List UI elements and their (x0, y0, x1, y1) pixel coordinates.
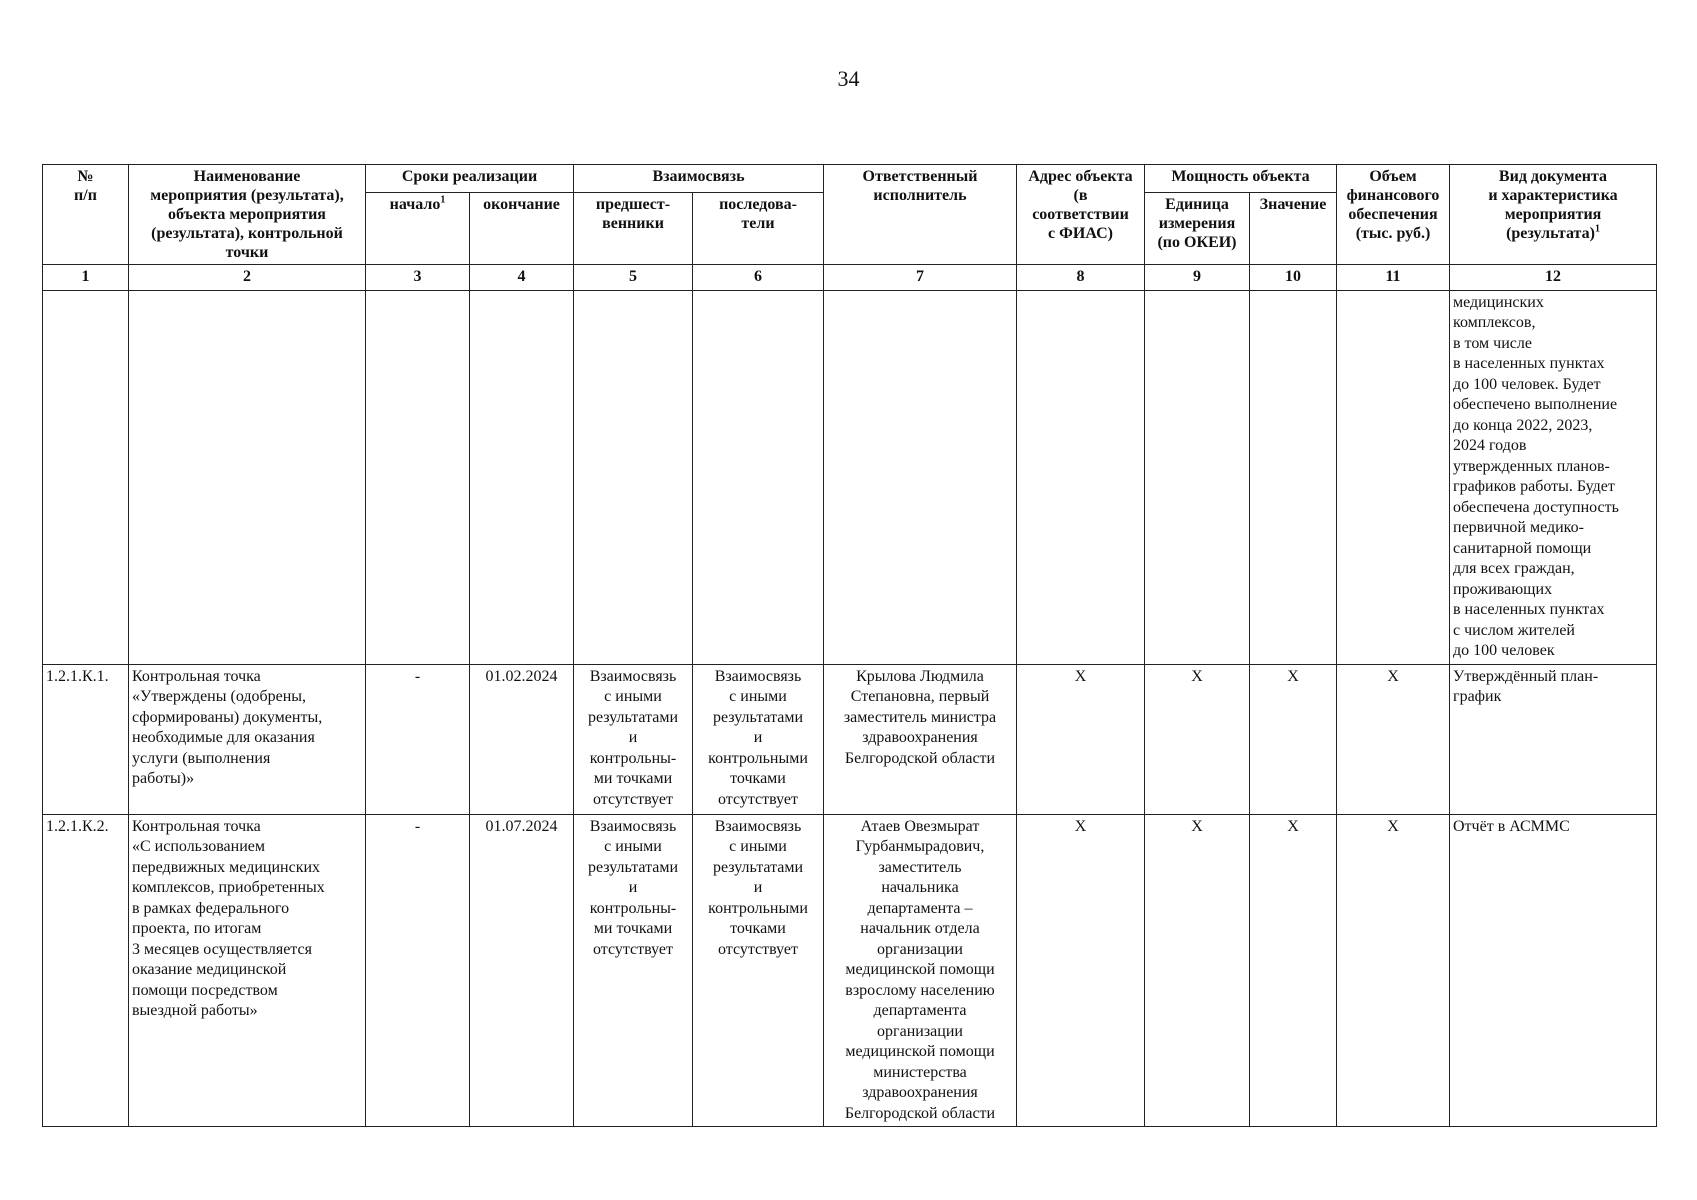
column-number-row (43, 265, 1657, 291)
header-end: окончание (470, 192, 574, 264)
row-start (366, 290, 470, 664)
column-number: 12 (1450, 265, 1657, 291)
row-responsible: Крылова Людмила Степановна, первый заместитель министра здравоохранения Белгородской области (824, 664, 1017, 814)
row-successors (693, 290, 824, 664)
row-unit: Х (1145, 664, 1250, 814)
header-responsible: Ответственный исполнитель (824, 165, 1017, 265)
table-row (43, 664, 1657, 814)
column-number: 2 (129, 265, 366, 291)
activities-table (42, 164, 1657, 1127)
header-doc (1450, 165, 1657, 265)
header-address: Адрес объекта (в соответствии с ФИАС) (1017, 165, 1145, 265)
row-end: 01.02.2024 (470, 664, 574, 814)
column-number: 1 (43, 265, 129, 291)
column-number: 7 (824, 265, 1017, 291)
header-successors: последова- тели (693, 192, 824, 264)
column-number: 8 (1017, 265, 1145, 291)
row-start: - (366, 664, 470, 814)
row-address (1017, 290, 1145, 664)
row-value (1250, 290, 1337, 664)
header-num: № п/п (43, 165, 129, 265)
column-number: 3 (366, 265, 470, 291)
row-finance: Х (1337, 814, 1450, 1127)
header-name: Наименование мероприятия (результата), объекта мероприятия (результата), контрольной точки (129, 165, 366, 265)
row-predecessors: Взаимосвязь с иными результатами и контрольны- ми точками отсутствует (574, 664, 693, 814)
header-row-top (43, 165, 1657, 193)
row-doc: медицинских комплексов, в том числе в населенных пунктах до 100 человек. Будет обеспечено выполнение до конца 2022, 2023, 2024 годов утвержденных планов- графиков работы. Будет обеспечена доступность первичной медико- санитарной помощи для всех граждан, проживающих в населенных пунктах с числом жителей до 100 человек (1450, 290, 1657, 664)
column-number: 5 (574, 265, 693, 291)
row-successors: Взаимосвязь с иными результатами и контрольными точками отсутствует (693, 814, 824, 1127)
row-end (470, 290, 574, 664)
row-address: Х (1017, 664, 1145, 814)
header-start-footnote: 1 (440, 194, 446, 206)
row-num (43, 290, 129, 664)
column-number: 11 (1337, 265, 1450, 291)
row-successors: Взаимосвязь с иными результатами и контрольными точками отсутствует (693, 664, 824, 814)
column-number: 4 (470, 265, 574, 291)
row-unit: Х (1145, 814, 1250, 1127)
column-number: 6 (693, 265, 824, 291)
header-value: Значение (1250, 192, 1337, 264)
column-number: 10 (1250, 265, 1337, 291)
header-doc-footnote: 1 (1594, 223, 1600, 235)
row-value: Х (1250, 814, 1337, 1127)
header-predecessors: предшест- венники (574, 192, 693, 264)
row-name (129, 290, 366, 664)
row-address: Х (1017, 814, 1145, 1127)
header-group-capacity: Мощность объекта (1145, 165, 1337, 193)
row-num: 1.2.1.К.1. (43, 664, 129, 814)
row-finance: Х (1337, 664, 1450, 814)
table-row (43, 814, 1657, 1127)
header-finance: Объем финансового обеспечения (тыс. руб.) (1337, 165, 1450, 265)
row-unit (1145, 290, 1250, 664)
row-predecessors: Взаимосвязь с иными результатами и контрольны- ми точками отсутствует (574, 814, 693, 1127)
row-name: Контрольная точка «Утверждены (одобрены, сформированы) документы, необходимые для оказания услуги (выполнения работы)» (129, 664, 366, 814)
page-number: 34 (837, 66, 860, 91)
row-name: Контрольная точка «С использованием передвижных медицинских комплексов, приобретенных в рамках федерального проекта, по итогам 3 месяцев осуществляется оказание медицинской помощи посредством выездной работы» (129, 814, 366, 1127)
row-responsible (824, 290, 1017, 664)
header-group-links: Взаимосвязь (574, 165, 824, 193)
row-doc: Утверждённый план- график (1450, 664, 1657, 814)
header-start (366, 192, 470, 264)
row-doc: Отчёт в АСММС (1450, 814, 1657, 1127)
table-row (43, 290, 1657, 664)
row-start: - (366, 814, 470, 1127)
header-group-terms: Сроки реализации (366, 165, 574, 193)
header-doc-label: Вид документа и характеристика мероприятия (результата) (1488, 168, 1618, 242)
row-predecessors (574, 290, 693, 664)
row-value: Х (1250, 664, 1337, 814)
row-end: 01.07.2024 (470, 814, 574, 1127)
header-unit: Единица измерения (по ОКЕИ) (1145, 192, 1250, 264)
row-finance (1337, 290, 1450, 664)
row-num: 1.2.1.К.2. (43, 814, 129, 1127)
row-responsible: Атаев Овезмырат Гурбанмырадович, заместитель начальника департамента – начальник отдела организации медицинской помощи взрослому населению департамента организации медицинской помощи министерства здравоохранения Белгородской области (824, 814, 1017, 1127)
header-start-label: начало (389, 195, 441, 213)
column-number: 9 (1145, 265, 1250, 291)
